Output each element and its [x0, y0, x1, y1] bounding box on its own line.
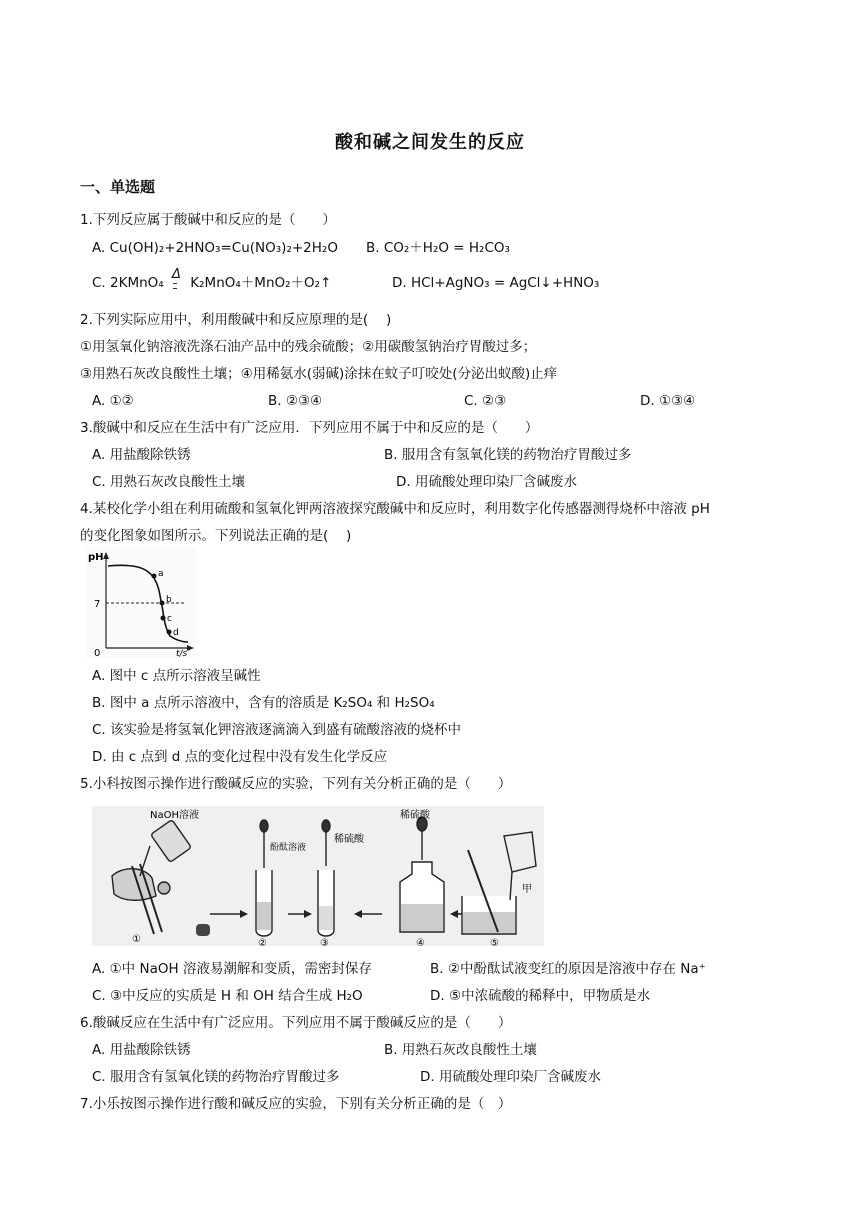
- q2-statement-line-2: ③用熟石灰改良酸性土壤；④用稀氨水(弱碱)涂抹在蚊子叮咬处(分泌出蚁酸)止痒: [80, 366, 558, 382]
- point-c-marker: [161, 616, 166, 621]
- q3-option-a: A. 用盐酸除铁锈: [92, 447, 191, 463]
- question-6-stem: 6.酸碱反应在生活中有广泛应用。下列应用不属于酸碱反应的是（ ）: [80, 1015, 512, 1031]
- question-3-stem: 3.酸碱中和反应在生活中有广泛应用．下列应用不属于中和反应的是（ ）: [80, 420, 539, 436]
- q4-option-b: B. 图中 a 点所示溶液中，含有的溶质是 K₂SO₄ 和 H₂SO₄: [92, 695, 435, 711]
- origin-label: 0: [94, 648, 101, 658]
- q2-option-b: B. ②③④: [268, 393, 323, 409]
- q4-option-a: A. 图中 c 点所示溶液呈碱性: [92, 668, 261, 684]
- y-axis-label: pH: [88, 552, 104, 563]
- q1-option-b: B. CO₂＋H₂O = H₂CO₃: [366, 240, 510, 256]
- step-1-number: ①: [132, 934, 141, 945]
- q1-option-d: D. HCl+AgNO₃ = AgCl↓+HNO₃: [392, 275, 600, 291]
- point-b-marker: [160, 601, 165, 606]
- question-2-stem: 2.下列实际应用中，利用酸碱中和反应原理的是( ): [80, 312, 392, 328]
- question-7-stem: 7.小乐按图示操作进行酸和碱反应的实验，下别有关分析正确的是（ ）: [80, 1096, 512, 1112]
- point-c-label: c: [167, 614, 172, 624]
- point-a-marker: [152, 574, 157, 579]
- q3-option-d: D. 用硫酸处理印染厂含碱废水: [396, 474, 577, 490]
- experiment-procedure-figure: [92, 806, 544, 946]
- document-title: 酸和碱之间发生的反应: [335, 132, 525, 153]
- step-3-number: ③: [320, 938, 329, 946]
- q1-option-c: [92, 267, 332, 293]
- q2-option-c: C. ②③: [464, 393, 507, 409]
- q1-option-a: A. Cu(OH)₂+2HNO₃=Cu(NO₃)₂+2H₂O: [92, 240, 338, 256]
- point-a-label: a: [158, 569, 164, 579]
- q4-option-c: C. 该实验是将氢氧化钾溶液逐滴滴入到盛有硫酸溶液的烧杯中: [92, 722, 462, 738]
- step-5-number: ⑤: [490, 938, 499, 946]
- q5-option-c: C. ③中反应的实质是 H 和 OH 结合生成 H₂O: [92, 988, 363, 1004]
- label-naoh-solution: NaOH溶液: [150, 810, 199, 821]
- question-5-stem: 5.小科按图示操作进行酸碱反应的实验，下列有关分析正确的是（ ）: [80, 776, 512, 792]
- q5-option-b: B. ②中酚酞试液变红的原因是溶液中存在 Na⁺: [430, 961, 706, 977]
- q3-option-c: C. 用熟石灰改良酸性土壤: [92, 474, 246, 490]
- question-4-stem-line-1: 4.某校化学小组在利用硫酸和氢氧化钾两溶液探究酸碱中和反应时，利用数字化传感器测得烧杯中溶液 pH: [80, 501, 710, 517]
- point-d-marker: [167, 630, 172, 635]
- label-substance-jia: 甲: [522, 884, 532, 895]
- q6-option-a: A. 用盐酸除铁锈: [92, 1042, 191, 1058]
- q4-option-d: D. 由 c 点到 d 点的变化过程中没有发生化学反应: [92, 749, 388, 765]
- q1-option-c-reactant: C. 2KMnO₄: [92, 275, 164, 291]
- label-dilute-sulfuric-acid-2: 稀硫酸: [400, 810, 430, 821]
- delta-symbol: Δ: [172, 267, 181, 282]
- q3-option-b: B. 服用含有氢氧化镁的药物治疗胃酸过多: [384, 447, 632, 463]
- question-1-stem: 1.下列反应属于酸碱中和反应的是（ ）: [80, 212, 336, 228]
- q6-option-d: D. 用硫酸处理印染厂含碱废水: [420, 1069, 601, 1085]
- label-phenolphthalein: 酚酞溶液: [270, 843, 307, 853]
- q2-option-d: D. ①③④: [640, 393, 696, 409]
- q2-statement-line-1: ①用氢氧化钠溶液洗涤石油产品中的残余硫酸；②用碳酸氢钠治疗胃酸过多；: [80, 339, 537, 355]
- q1-option-c-products: K₂MnO₄＋MnO₂＋O₂↑: [190, 275, 332, 291]
- q2-option-a: A. ①②: [92, 393, 134, 409]
- q5-option-a: A. ①中 NaOH 溶液易潮解和变质，需密封保存: [92, 961, 372, 977]
- step-4-number: ④: [416, 938, 425, 946]
- ph-seven-tick: 7: [94, 599, 101, 610]
- ph-change-graph: [86, 548, 196, 658]
- q6-option-c: C. 服用含有氢氧化镁的药物治疗胃酸过多: [92, 1069, 340, 1085]
- step-2-number: ②: [258, 938, 267, 946]
- question-4-stem-line-2: 的变化图象如图所示。下列说法正确的是( ): [80, 528, 352, 544]
- q5-option-d: D. ⑤中浓硫酸的稀释中，甲物质是水: [430, 988, 651, 1004]
- section-heading: 一、单选题: [80, 178, 156, 196]
- point-d-label: d: [173, 628, 179, 638]
- q6-option-b: B. 用熟石灰改良酸性土壤: [384, 1042, 537, 1058]
- label-dilute-sulfuric-acid-1: 稀硫酸: [334, 834, 364, 845]
- point-b-label: b: [166, 595, 172, 605]
- x-axis-label: t/s: [176, 649, 188, 658]
- heat-condition: [168, 267, 186, 293]
